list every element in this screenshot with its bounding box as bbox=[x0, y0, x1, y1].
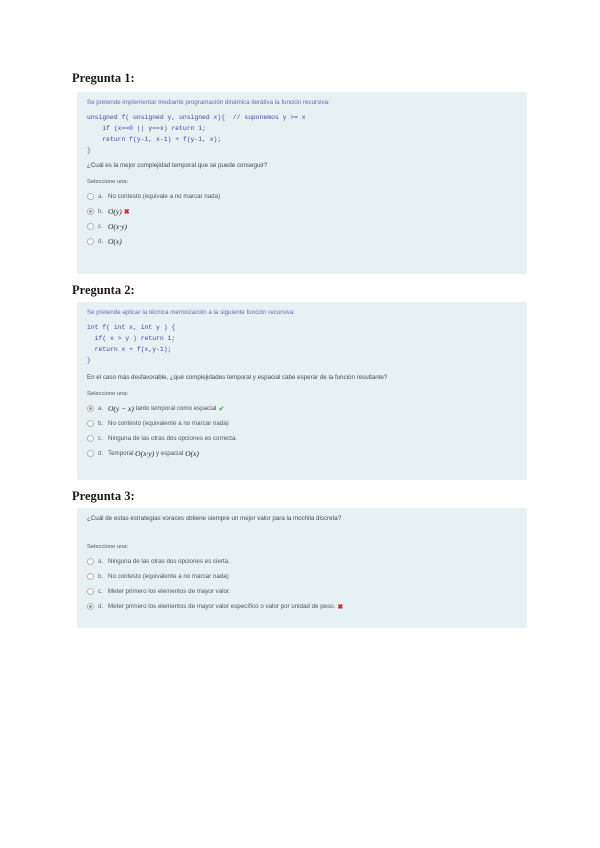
radio-button[interactable] bbox=[87, 435, 94, 442]
question-3-option-c[interactable] bbox=[87, 584, 517, 599]
option-text: y espacial bbox=[154, 450, 186, 457]
question-3-title: Pregunta 3: bbox=[72, 489, 135, 503]
question-2-option-c[interactable] bbox=[87, 431, 517, 446]
question-2-code bbox=[87, 322, 517, 366]
correct-icon: ✔ bbox=[218, 405, 225, 413]
question-3-text: ¿Cuál de estas estrategias voraces obtiene siempre un mejor valor para la mochila discreta? bbox=[87, 515, 342, 522]
question-2-option-a[interactable] bbox=[87, 401, 517, 416]
question-1-code bbox=[87, 112, 517, 156]
radio-button-selected[interactable] bbox=[87, 603, 94, 610]
radio-button[interactable] bbox=[87, 223, 94, 230]
option-math: O(y) bbox=[108, 207, 122, 216]
radio-button[interactable] bbox=[87, 588, 94, 595]
question-1-option-d[interactable] bbox=[87, 234, 517, 249]
option-math: O(x·y) bbox=[108, 222, 127, 231]
question-2-intro: Se pretende aplicar la técnica memoización a la siguiente función recursiva: bbox=[87, 309, 296, 316]
code-line: return f(y-1, x-1) + f(y-1, x); bbox=[87, 136, 222, 143]
code-line: if (x==0 || y==x) return 1; bbox=[87, 125, 206, 132]
radio-button[interactable] bbox=[87, 573, 94, 580]
option-letter: c. bbox=[98, 223, 103, 230]
option-text: Meter primero los elementos de mayor valor. bbox=[108, 588, 231, 595]
radio-button-selected[interactable] bbox=[87, 405, 94, 412]
question-1-option-c[interactable] bbox=[87, 219, 517, 234]
question-1-box bbox=[77, 92, 527, 274]
option-math: O(x) bbox=[185, 449, 199, 458]
option-letter: b. bbox=[98, 208, 104, 215]
question-1-title: Pregunta 1: bbox=[72, 71, 135, 85]
option-letter: c. bbox=[98, 588, 103, 595]
option-letter: b. bbox=[98, 420, 104, 427]
option-math: O(x·y) bbox=[135, 449, 155, 458]
option-letter: a. bbox=[98, 405, 104, 412]
question-1-text: ¿Cuál es la mejor complejidad temporal que se puede conseguir? bbox=[87, 162, 268, 169]
question-3-option-b[interactable] bbox=[87, 569, 517, 584]
question-3-option-d[interactable] bbox=[87, 599, 517, 614]
question-2-text: En el caso más desfavorable, ¿qué complejidades temporal y espacial cabe esperar de la función resultante? bbox=[87, 374, 388, 381]
question-2-title: Pregunta 2: bbox=[72, 283, 135, 297]
option-text: No contesto (equivalente a no marcar nada) bbox=[108, 573, 229, 580]
option-text: No contesto (equivale a no marcar nada) bbox=[108, 193, 221, 200]
option-text: No contesto (equivalente a no marcar nada) bbox=[108, 420, 229, 427]
radio-button[interactable] bbox=[87, 420, 94, 427]
option-text: Ninguna de las otras dos opciones es correcta. bbox=[108, 435, 237, 442]
option-text: tanto temporal como espacial bbox=[133, 405, 217, 412]
option-text: Ninguna de las otras dos opciones es cierta. bbox=[108, 558, 230, 565]
radio-button-selected[interactable] bbox=[87, 208, 94, 215]
radio-button[interactable] bbox=[87, 450, 94, 457]
question-2-option-d[interactable] bbox=[87, 446, 517, 461]
option-letter: d. bbox=[98, 450, 104, 457]
question-3-option-a[interactable] bbox=[87, 554, 517, 569]
code-line: int f( int x, int y ) { bbox=[87, 324, 176, 331]
incorrect-icon: ✖ bbox=[123, 208, 130, 216]
option-math: O(y − x) bbox=[108, 404, 134, 413]
option-letter: a. bbox=[98, 558, 104, 565]
question-2-box bbox=[77, 302, 527, 480]
code-line: return x + f(x,y-1); bbox=[87, 346, 172, 353]
question-1-intro: Se pretende implementar mediante programación dinámica iterativa la función recursiva: bbox=[87, 99, 330, 106]
radio-button[interactable] bbox=[87, 558, 94, 565]
option-letter: b. bbox=[98, 573, 104, 580]
question-2-select-label: Seleccione una: bbox=[87, 391, 129, 397]
question-3-select-label: Seleccione una: bbox=[87, 544, 129, 550]
code-line: if( x > y ) return 1; bbox=[87, 335, 176, 342]
question-1-select-label: Seleccione una: bbox=[87, 179, 129, 185]
question-1-option-b[interactable] bbox=[87, 204, 517, 219]
option-text: Meter primero los elementos de mayor valor específico o valor por unidad de peso. bbox=[108, 603, 336, 610]
code-line: } bbox=[87, 357, 91, 364]
incorrect-icon: ✖ bbox=[337, 603, 344, 611]
question-2-option-b[interactable] bbox=[87, 416, 517, 431]
radio-button[interactable] bbox=[87, 238, 94, 245]
radio-button[interactable] bbox=[87, 193, 94, 200]
question-1-option-a[interactable] bbox=[87, 189, 517, 204]
question-3-box bbox=[77, 508, 527, 628]
code-line: } bbox=[87, 147, 91, 154]
option-letter: d. bbox=[98, 603, 104, 610]
code-line: unsigned f( unsigned y, unsigned x){ // suponemos y >= x bbox=[87, 114, 306, 121]
option-text: Temporal bbox=[108, 450, 136, 457]
option-math: O(x) bbox=[108, 237, 122, 246]
option-letter: a. bbox=[98, 193, 104, 200]
option-letter: c. bbox=[98, 435, 103, 442]
option-letter: d. bbox=[98, 238, 104, 245]
